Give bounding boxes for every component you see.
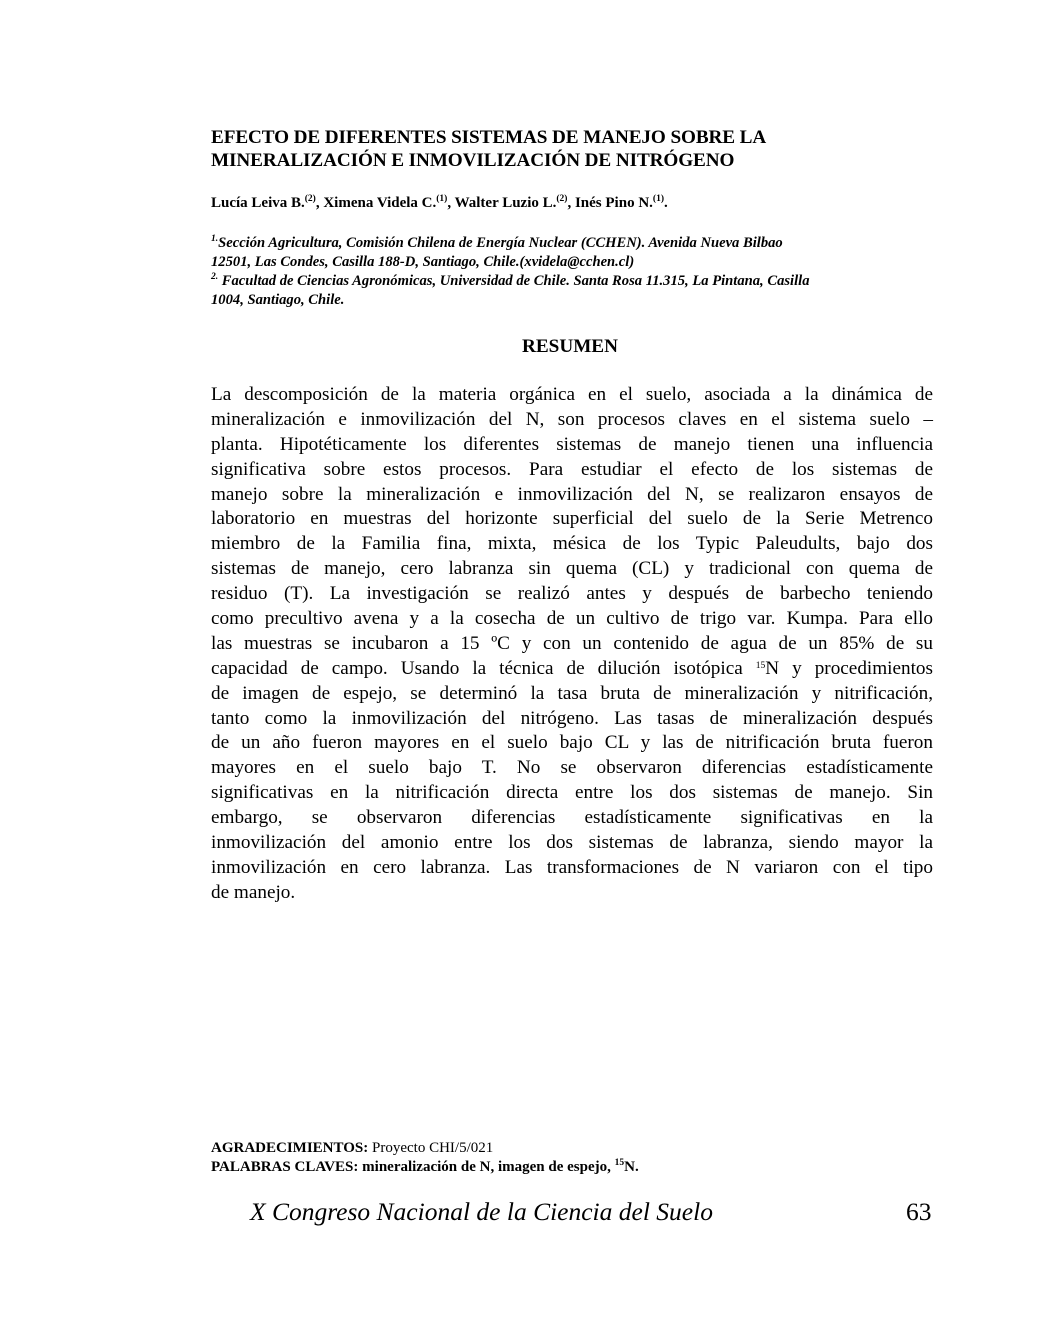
affiliation-2-line-2: 1004, Santiago, Chile. (211, 292, 345, 308)
abstract-line: de un año fueron mayores en el suelo bajo CL y las de nitrificación bruta fueron (211, 732, 933, 754)
page-number: 63 (906, 1197, 932, 1226)
abstract-line: significativa sobre estos procesos. Para estudiar el efecto de los sistemas de (211, 458, 933, 480)
abstract-line: residuo (T). La investigación se realizó antes y después de barbecho teniendo (211, 583, 933, 605)
abstract-line: significativas en la nitrificación directa entre los dos sistemas de manejo. Sin (211, 782, 933, 804)
footer-conference-title: X Congreso Nacional de la Ciencia del Suelo (250, 1197, 713, 1226)
author-affiliation-marker: (1) (436, 194, 448, 204)
abstract-line: tanto como la inmovilización del nitrógeno. Las tasas de mineralización después (211, 707, 933, 729)
keywords-label: PALABRAS CLAVES: (211, 1159, 359, 1175)
abstract-line: de manejo. (211, 881, 296, 903)
author-name: Lucía Leiva B. (211, 195, 305, 211)
title-line-1: EFECTO DE DIFERENTES SISTEMAS DE MANEJO SOBRE LA (211, 127, 767, 148)
author-separator: , (567, 195, 575, 211)
abstract-line: manejo sobre la mineralización e inmovilización del N, se realizaron ensayos de (211, 483, 933, 505)
abstract-line: La descomposición de la materia orgánica en el suelo, asociada a la dinámica de (211, 384, 933, 405)
section-heading-resumen: RESUMEN (522, 336, 618, 357)
affiliation-marker: 2. (211, 272, 219, 282)
acknowledgements-label: AGRADECIMIENTOS: (211, 1140, 369, 1156)
author-name: Inés Pino N. (574, 195, 653, 211)
abstract-line: laboratorio en muestras del horizonte superficial del suelo de la Serie Metrenco (211, 508, 933, 530)
author-list (211, 193, 668, 213)
abstract-line: sistemas de manejo, cero labranza sin quema (CL) y tradicional con quema de (211, 558, 933, 580)
acknowledgements-text: Proyecto CHI/5/021 (368, 1140, 494, 1156)
affiliations (211, 234, 936, 310)
author-affiliation-marker: (2) (556, 194, 568, 204)
acknowledgements (211, 1139, 493, 1158)
isotope-superscript: 15 (755, 660, 766, 671)
affiliation-1-line-2: 12501, Las Condes, Casilla 188-D, Santiago, Chile.(xvidela@cchen.cl) (211, 254, 635, 270)
abstract-line: las muestras se incubaron a 15 ºC y con un contenido de agua de un 85% de su (211, 632, 933, 654)
author-separator: , (447, 195, 455, 211)
paper-title (211, 126, 931, 172)
abstract-line: embargo, se observaron diferencias estadísticamente significativas en la (211, 807, 933, 829)
author-affiliation-marker: (1) (652, 194, 664, 204)
title-line-2: MINERALIZACIÓN E INMOVILIZACIÓN DE NITRÓGENO (211, 150, 735, 171)
abstract-line: miembro de la Familia fina, mixta, mésica de los Typic Paleudults, bajo dos (211, 533, 933, 555)
affiliation-1-line-1 (211, 234, 936, 253)
author-separator: . (663, 195, 668, 211)
author-name: Ximena Videla C. (323, 195, 437, 211)
abstract-line: capacidad de campo. Usando la técnica de dilución isotópica $^{15}$N y procedimientos (211, 657, 933, 679)
abstract-line: mineralización e inmovilización del N, son procesos claves en el sistema suelo – (211, 408, 933, 430)
abstract-line: como precultivo avena y a la cosecha de un cultivo de trigo var. Kumpa. Para ello (211, 608, 933, 630)
abstract-line: planta. Hipotéticamente los diferentes sistemas de manejo tienen una influencia (211, 433, 933, 455)
author-affiliation-marker: (2) (304, 194, 316, 204)
author-separator: , (315, 195, 324, 211)
author-name: Walter Luzio L. (454, 195, 557, 211)
affiliation-text: Facultad de Ciencias Agronómicas, Universidad de Chile. Santa Rosa 11.315, La Pintana, Casilla (218, 273, 810, 289)
affiliation-text: Sección Agricultura, Comisión Chilena de Energía Nuclear (CCHEN). Avenida Nueva Bilbao (218, 235, 783, 251)
abstract-line: mayores en el suelo bajo T. No se observaron diferencias estadísticamente (211, 757, 933, 779)
abstract-line: inmovilización del amonio entre los dos sistemas de labranza, siendo mayor la (211, 832, 933, 854)
abstract-line: inmovilización en cero labranza. Las transformaciones de N variaron con el tipo (211, 856, 933, 878)
keywords-after: N. (624, 1159, 639, 1175)
abstract-body (211, 383, 933, 906)
affiliation-marker: 1. (211, 234, 219, 244)
keywords-text: mineralización de N, imagen de espejo, (358, 1159, 615, 1175)
affiliation-2-line-1 (211, 272, 936, 291)
abstract-line: de imagen de espejo, se determinó la tasa bruta de mineralización y nitrificación, (211, 682, 933, 704)
keywords (211, 1158, 639, 1177)
keywords-superscript: 15 (614, 1158, 625, 1168)
